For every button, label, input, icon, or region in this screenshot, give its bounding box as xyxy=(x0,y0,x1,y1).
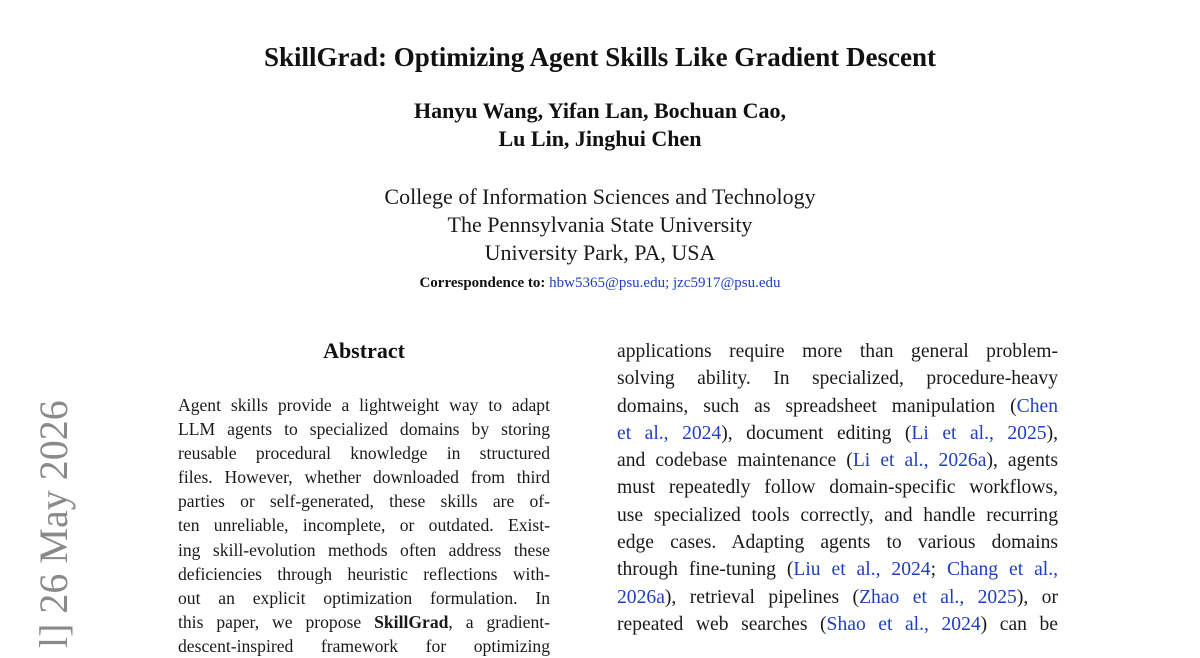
citation-link[interactable]: Shao et al., 2024 xyxy=(826,613,981,635)
intro-text: ), document editing ( xyxy=(721,422,912,444)
intro-text: ), agents xyxy=(986,450,1058,472)
intro-line: edge cases. Adapting agents to various domains xyxy=(617,532,1058,554)
abstract-line: files. However, whether downloaded from third xyxy=(178,467,550,488)
authors-line-1: Hanyu Wang, Yifan Lan, Bochuan Cao, xyxy=(413,98,787,123)
abstract-line: parties or self-generated, these skills are of- xyxy=(178,491,550,512)
intro-text: ; xyxy=(930,559,947,581)
intro-text: through fine-tuning ( xyxy=(617,559,794,581)
abstract-line: Agent skills provide a lightweight way to adapt xyxy=(178,395,550,415)
intro-text: ), xyxy=(1046,422,1059,444)
skillgrad-name: SkillGrad xyxy=(374,611,449,632)
citation-link[interactable]: 2026a xyxy=(617,586,665,608)
abstract-heading: Abstract xyxy=(323,338,405,363)
introduction-column xyxy=(617,338,1058,638)
affiliation xyxy=(0,183,1200,267)
intro-text: ) can be xyxy=(980,613,1058,635)
paper-title: SkillGrad: Optimizing Agent Skills Like Gradient Descent xyxy=(263,42,937,72)
arxiv-stamp: l] 26 May 2026 xyxy=(31,400,76,648)
citation-link[interactable]: Li et al., 2026a xyxy=(852,450,987,472)
citation-link[interactable]: Chang et al., xyxy=(946,559,1059,581)
citation-link[interactable]: Zhao et al., 2025 xyxy=(859,586,1017,608)
correspondence xyxy=(0,273,1200,293)
abstract-line: ing skill-evolution methods often address these xyxy=(178,539,550,560)
abstract-line: out an explicit optimization formulation. In xyxy=(178,587,550,608)
intro-line: applications require more than general problem- xyxy=(617,341,1058,362)
intro-line: solving ability. In specialized, procedure-heavy xyxy=(617,368,1058,390)
abstract-body xyxy=(178,393,550,658)
intro-text: domains, such as spreadsheet manipulation ( xyxy=(617,395,1017,417)
abstract-line xyxy=(178,610,550,634)
affiliation-line-3: University Park, PA, USA xyxy=(484,240,716,265)
intro-text: ), retrieval pipelines ( xyxy=(664,586,860,608)
citation-link[interactable]: et al., 2024 xyxy=(617,422,722,444)
intro-line xyxy=(617,447,1058,474)
correspondence-emails-link[interactable]: hbw5365@psu.edu; jzc5917@psu.edu xyxy=(549,275,781,291)
intro-text: repeated web searches ( xyxy=(617,613,827,635)
intro-line xyxy=(617,420,1058,447)
intro-line xyxy=(617,584,1058,611)
citation-link[interactable]: Li et al., 2025 xyxy=(911,422,1047,444)
abstract-line-text: , a gradient- xyxy=(448,611,550,632)
intro-line xyxy=(617,393,1058,420)
affiliation-line-2: The Pennsylvania State University xyxy=(447,212,753,237)
authors-line-2: Lu Lin, Jinghui Chen xyxy=(498,126,702,151)
intro-line: use specialized tools correctly, and handle recurring xyxy=(617,504,1058,526)
affiliation-line-1: College of Information Sciences and Technology xyxy=(384,184,816,209)
abstract-line: reusable procedural knowledge in structured xyxy=(178,443,550,464)
intro-line xyxy=(617,611,1058,638)
abstract-line: descent-inspired framework for optimizing xyxy=(178,635,550,656)
abstract-line: deficiencies through heuristic reflections with- xyxy=(178,563,550,584)
correspondence-label: Correspondence to: xyxy=(419,275,546,291)
abstract-line-text: this paper, we propose xyxy=(178,611,375,632)
intro-line: must repeatedly follow domain-specific workflows, xyxy=(617,477,1058,499)
intro-text: and codebase maintenance ( xyxy=(617,450,853,472)
abstract-line: LLM agents to specialized domains by storing xyxy=(178,419,550,440)
intro-line xyxy=(617,556,1058,583)
abstract-line: ten unreliable, incomplete, or outdated. Exist- xyxy=(178,515,550,536)
author-list xyxy=(0,97,1200,153)
intro-text: ), or xyxy=(1016,586,1058,608)
citation-link[interactable]: Liu et al., 2024 xyxy=(793,559,931,581)
citation-link[interactable]: Chen xyxy=(1016,395,1058,417)
